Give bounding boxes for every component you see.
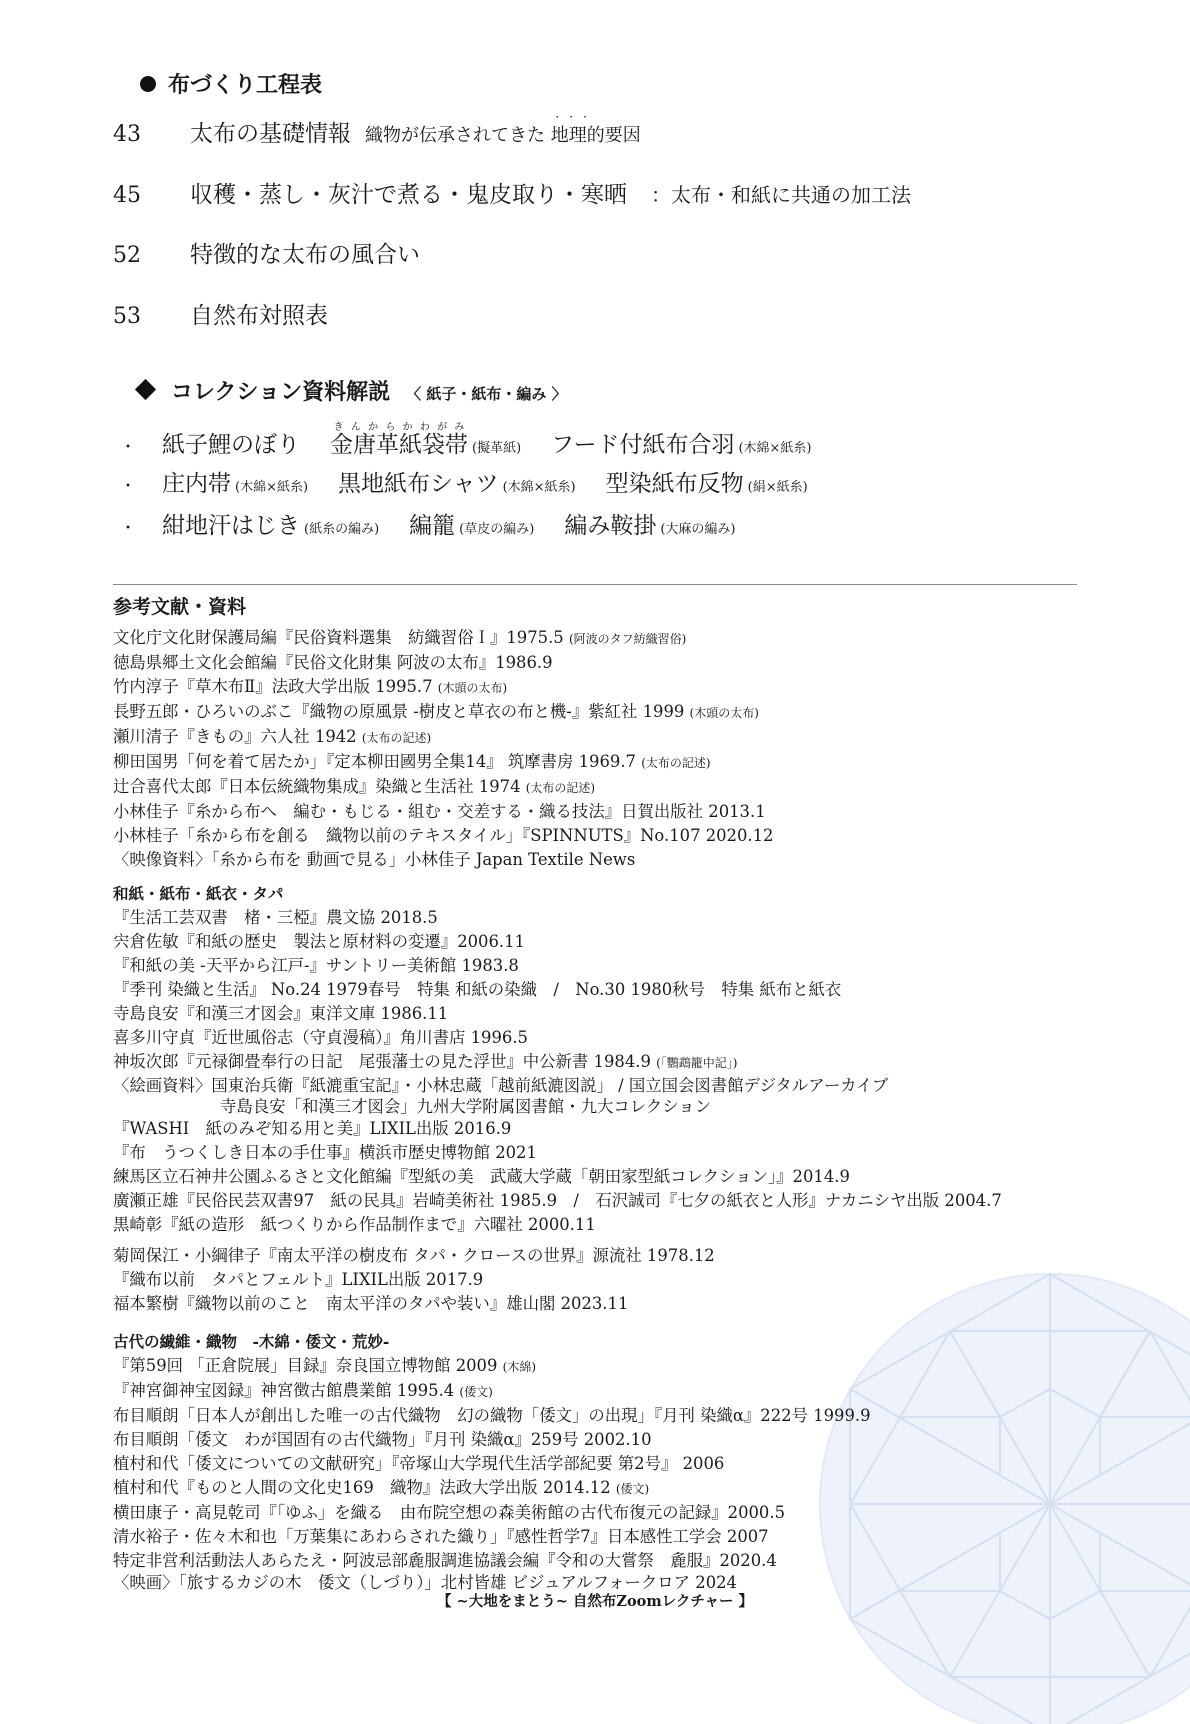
reference-item: 廣瀬正雄『民俗民芸双書97 紙の民具』岩崎美術社 1985.9 / 石沢誠司『七夕の紙衣と人形』ナカニシヤ出版 2004.7 bbox=[113, 1191, 1002, 1210]
collection-item-note: (擬革紙) bbox=[472, 441, 522, 456]
reference-note: (倭文) bbox=[459, 1385, 493, 1399]
reference-item: 〈絵画資料〉国東治兵衛『紙漉重宝記』・小林忠蔵「越前紙漉図説」 / 国立国会図書館デジタルアーカイブ bbox=[113, 1076, 889, 1095]
reference-item: 小林佳子『糸から布へ 編む・もじる・組む・交差する・織る技法』日賀出版社 2013.1 bbox=[113, 802, 766, 821]
reference-item: 〈映画〉「旅するカジの木 倭文（しづり）」北村皆雄 ビジュアルフォークロア 2024 bbox=[113, 1573, 737, 1592]
reference-note: (阿波のタフ紡織習俗) bbox=[568, 632, 687, 646]
reference-note: (太布の記述) bbox=[361, 731, 432, 745]
reference-item: 植村和代『ものと人間の文化史169 織物』法政大学出版 2014.12 (倭文) bbox=[113, 1478, 650, 1497]
references-section bbox=[113, 592, 1093, 1593]
collection-item bbox=[162, 465, 308, 498]
collection-item-name: 黒地紙布シャツ bbox=[338, 471, 499, 497]
collection-item bbox=[606, 465, 808, 498]
reference-item: 辻合喜代太郎『日本伝統織物集成』染織と生活社 1974 (太布の記述) bbox=[113, 777, 596, 796]
toc-page-number: 45 bbox=[113, 183, 141, 208]
washi-section-heading: 和紙・紙布・紙衣・タパ bbox=[113, 884, 284, 903]
reference-item: 菊岡保江・小綱律子『南太平洋の樹皮布 タパ・クロースの世界』源流社 1978.12 bbox=[113, 1246, 715, 1265]
general-references-list bbox=[113, 626, 1093, 872]
reference-item: 福本繁樹『織物以前のこと 南太平洋のタパや装い』雄山閣 2023.11 bbox=[113, 1294, 629, 1313]
washi-references-list bbox=[113, 906, 1093, 1237]
reference-item: 『第59回 「正倉院展」目録』奈良国立博物館 2009 (木綿) bbox=[113, 1356, 537, 1375]
reference-item: 『神宮御神宝図録』神宮徴古館農業館 1995.4 (倭文) bbox=[113, 1381, 493, 1400]
ancient-references-list bbox=[113, 1354, 1093, 1593]
collection-item-name: 庄内帯 bbox=[162, 471, 231, 497]
reference-item: 竹内淳子『草木布Ⅱ』法政大学出版 1995.7 (木頭の太布) bbox=[113, 677, 508, 696]
toc-title: 自然布対照表 bbox=[190, 303, 328, 329]
collection-item-name: 編み鞍掛 bbox=[564, 513, 657, 539]
process-table-title: 布づくり工程表 bbox=[168, 72, 323, 98]
reference-note: (太布の記述) bbox=[641, 756, 711, 770]
collection-item-name: 紺地汗はじき bbox=[162, 513, 300, 539]
reference-item: 特定非営利活動法人あらたえ・阿波忌部麁服調進協議会編『令和の大嘗祭 麁服』2020.4 bbox=[113, 1551, 777, 1570]
collection-row bbox=[120, 465, 838, 498]
toc-subtitle-emphasis: ・ ・ ・ 地理的要因 bbox=[551, 125, 641, 146]
reference-note: (木頭の太布) bbox=[689, 706, 759, 720]
reference-item: 神坂次郎『元禄御畳奉行の日記 尾張藩士の見た浮世』中公新書 1984.9 (「鸚鵡籠中記」) bbox=[113, 1052, 738, 1071]
reference-item: 清水裕子・佐々木和也「万葉集にあわらされた織り」『感性哲学7』日本感性工学会 2007 bbox=[113, 1527, 769, 1546]
reference-item: 『季刊 染織と生活』 No.24 1979春号 特集 和紙の染織 / No.30 1980秋号 特集 紙布と紙衣 bbox=[113, 980, 842, 999]
collection-item-note: (木綿×紙糸) bbox=[235, 480, 309, 495]
toc-page-number: 53 bbox=[113, 304, 141, 329]
reference-item: 喜多川守貞『近世風俗志（守貞漫稿）』角川書店 1996.5 bbox=[113, 1028, 528, 1047]
collection-item-name: 型染紙布反物 bbox=[605, 471, 744, 497]
list-bullet: ・ bbox=[120, 437, 137, 456]
collection-item-note: (紙糸の編み) bbox=[304, 522, 380, 537]
toc-title: 特徴的な太布の風合い bbox=[190, 242, 420, 268]
reference-item: 『和紙の美 -天平から江戸-』サントリー美術館 1983.8 bbox=[113, 956, 519, 975]
reference-item: 徳島県郷土文化会館編『民俗文化財集 阿波の太布』1986.9 bbox=[113, 653, 553, 672]
reference-item: 柳田国男「何を着て居たか」『定本柳田國男全集14』 筑摩書房 1969.7 (太布の記述) bbox=[113, 752, 711, 771]
reference-item: 『生活工芸双書 楮・三椏』農文協 2018.5 bbox=[113, 908, 438, 927]
reference-note: (倭文) bbox=[615, 1482, 650, 1496]
collection-item-name: 編籠 bbox=[409, 513, 456, 539]
reference-item: 文化庁文化財保護局編『民俗資料選集 紡織習俗Ｉ』1975.5 (阿波のタフ紡織習俗) bbox=[113, 628, 687, 647]
bullet-circle-icon bbox=[140, 76, 156, 92]
collection-note: 〈 紙子・紙布・編み 〉 bbox=[406, 385, 567, 403]
reference-item: 長野五郎・ひろいのぶこ『織物の原風景 -樹皮と草衣の布と機-』紫紅社 1999 (木頭の太布) bbox=[113, 702, 759, 721]
reference-note: (木綿) bbox=[502, 1360, 537, 1374]
reference-item: 宍倉佐敏『和紙の歴史 製法と原材料の変遷』2006.11 bbox=[113, 932, 525, 951]
toc-subtitle bbox=[365, 121, 641, 147]
section-divider bbox=[113, 584, 1077, 585]
collection-item bbox=[162, 507, 379, 540]
reference-item: 布目順朗「倭文 わが国固有の古代織物」『月刊 染織α』259号 2002.10 bbox=[113, 1430, 652, 1449]
reference-item: 横田康子・高見乾司『「ゆふ」を織る 由布院空想の森美術館の古代布復元の記録』2000.5 bbox=[113, 1503, 785, 1522]
collection-row bbox=[120, 422, 842, 459]
collection-item-name: 金唐革紙袋帯きんからかわがみ bbox=[330, 422, 468, 458]
reference-item: 『織布以前 タパとフェルト』LIXIL出版 2017.9 bbox=[113, 1270, 484, 1289]
reference-item: 〈映像資料〉「糸から布を 動画で見る」小林佳子 Japan Textile News bbox=[113, 850, 636, 869]
toc-title: 収穫・蒸し・灰汁で煮る・鬼皮取り・寒晒 bbox=[190, 182, 627, 208]
tapa-references-list bbox=[113, 1244, 1093, 1316]
reference-item: 黒崎彰『紙の造形 紙つくりから作品制作まで』六曜社 2000.11 bbox=[113, 1215, 596, 1234]
collection-item bbox=[162, 426, 300, 459]
ruby-reading: きんからかわがみ bbox=[330, 422, 468, 433]
collection-heading bbox=[138, 375, 567, 406]
toc-row bbox=[113, 236, 420, 269]
collection-item bbox=[330, 422, 521, 459]
list-bullet: ・ bbox=[120, 518, 137, 537]
reference-item: 寺島良安『和漢三才図会』東洋文庫 1986.11 bbox=[113, 1004, 449, 1023]
reference-item: 瀬川清子『きもの』六人社 1942 (太布の記述) bbox=[113, 727, 432, 746]
collection-item-note: (絹×紙糸) bbox=[747, 480, 808, 495]
toc-row bbox=[113, 115, 641, 148]
reference-note: (木頭の太布) bbox=[437, 681, 508, 695]
toc-title: 太布の基礎情報 bbox=[190, 121, 351, 147]
collection-item-name: 紙子鯉のぼり bbox=[162, 432, 300, 458]
toc-subtitle: ：太布・和紙に共通の加工法 bbox=[651, 183, 911, 207]
ancient-section-heading: 古代の繊維・織物 -木綿・倭文・荒妙- bbox=[113, 1332, 390, 1351]
toc-subtitle-text: 織物が伝承されてきた bbox=[365, 125, 551, 146]
process-table-heading bbox=[140, 68, 322, 99]
collection-item-note: (木綿×紙糸) bbox=[738, 441, 812, 456]
reference-note: (「鸚鵡籠中記」) bbox=[656, 1056, 738, 1070]
collection-item bbox=[338, 465, 576, 498]
reference-item: 布目順朗「日本人が創出した唯一の古代織物 幻の織物「倭文」の出現」『月刊 染織α』222号 1999.9 bbox=[113, 1406, 871, 1425]
reference-item: 練馬区立石神井公園ふるさと文化館編『型紙の美 武蔵大学蔵「朝田家型紙コレクション」』2014.9 bbox=[113, 1167, 850, 1186]
reference-item: 小林桂子「糸から布を創る 織物以前のテキスタイル」『SPINNUTS』No.107 2020.12 bbox=[113, 826, 774, 845]
collection-item-note: (草皮の編み) bbox=[459, 522, 535, 537]
collection-item bbox=[564, 507, 735, 540]
bullet-diamond-icon bbox=[135, 379, 156, 400]
collection-item-name: フード付紙布合羽 bbox=[551, 432, 735, 458]
toc-row bbox=[113, 297, 328, 330]
collection-item-note: (大麻の編み) bbox=[660, 522, 736, 537]
page-footer: 【 ~大地をまとう~ 自然布Zoomレクチャー 】 bbox=[437, 1593, 753, 1610]
toc-page-number: 52 bbox=[113, 243, 141, 268]
collection-item bbox=[551, 426, 811, 459]
collection-item bbox=[409, 507, 534, 540]
reference-item: 『WASHI 紙のみぞ知る用と美』LIXIL出版 2016.9 bbox=[113, 1119, 512, 1138]
reference-item: 寺島良安「和漢三才図会」九州大学附属図書館・九大コレクション bbox=[220, 1097, 712, 1116]
list-bullet: ・ bbox=[120, 476, 137, 495]
collection-title: コレクション資料解説 bbox=[171, 379, 391, 405]
collection-row bbox=[120, 507, 765, 540]
references-heading: 参考文献・資料 bbox=[113, 596, 247, 618]
toc-page-number: 43 bbox=[113, 122, 141, 147]
collection-item-note: (木綿×紙糸) bbox=[502, 480, 576, 495]
reference-note: (太布の記述) bbox=[525, 781, 596, 795]
reference-item: 植村和代「倭文についての文献研究」『帝塚山大学現代生活学部紀要 第2号』 2006 bbox=[113, 1454, 725, 1473]
toc-row bbox=[113, 176, 911, 209]
reference-item: 『布 うつくしき日本の手仕事』横浜市歴史博物館 2021 bbox=[113, 1143, 537, 1162]
